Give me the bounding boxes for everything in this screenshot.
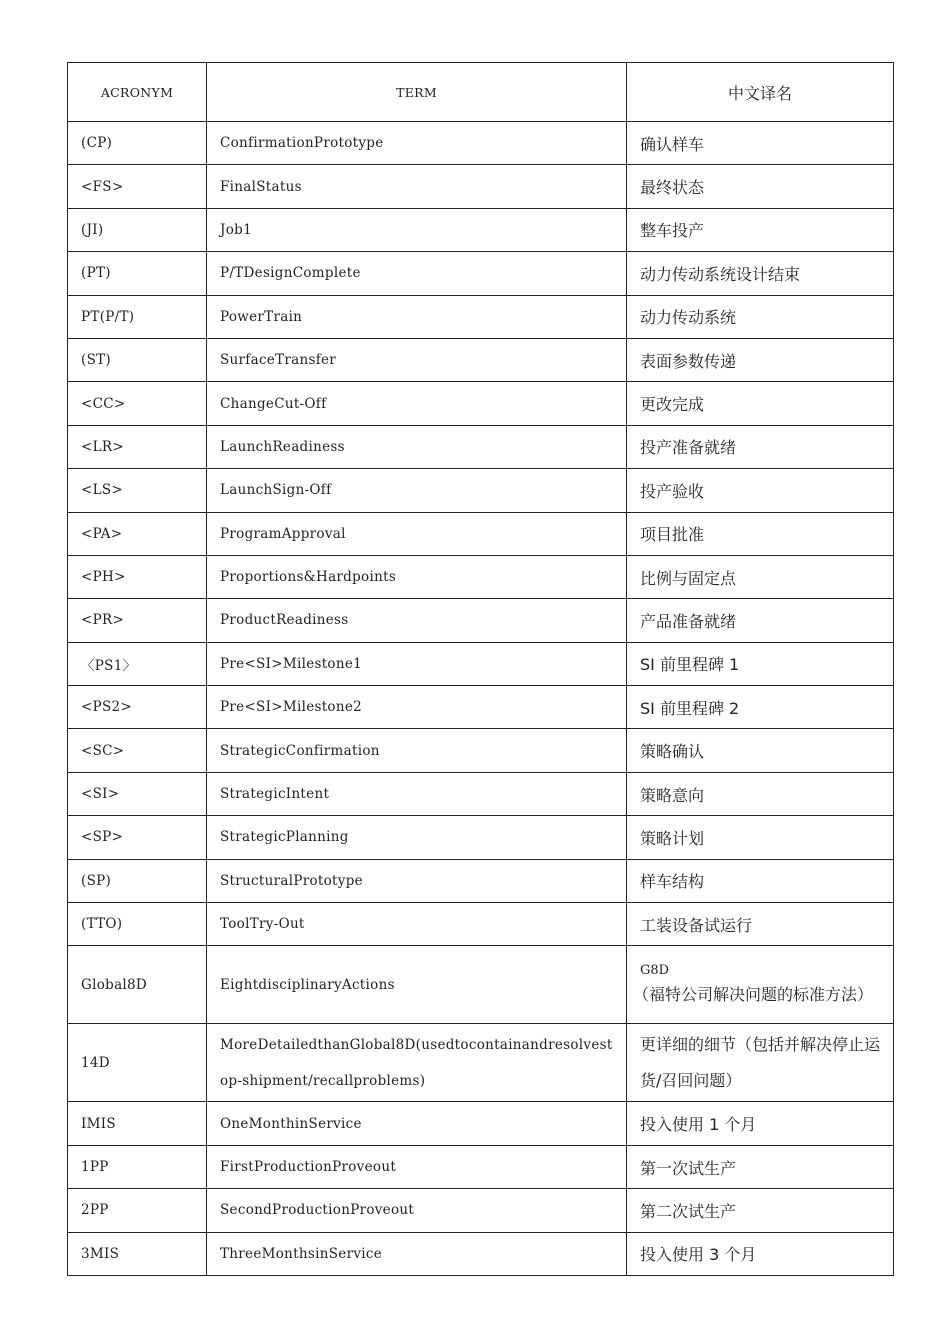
acronym-cell: IMIS [68, 1102, 207, 1145]
chinese-cell: 表面参数传递 [627, 338, 894, 381]
table-row [68, 772, 894, 815]
acronym-cell: <SC> [68, 729, 207, 772]
acronym-cell: 3MIS [68, 1232, 207, 1275]
chinese-cell: 确认样车 [627, 122, 894, 165]
table-row [68, 1232, 894, 1275]
term-cell: OneMonthinService [207, 1102, 627, 1145]
table-row [68, 816, 894, 859]
table-row [68, 599, 894, 642]
table-row [68, 555, 894, 598]
chinese-cell: 最终状态 [627, 165, 894, 208]
table-row [68, 338, 894, 381]
term-cell: ProductReadiness [207, 599, 627, 642]
header-row [68, 63, 894, 122]
acronym-cell: Global8D [68, 946, 207, 1024]
term-cell: ToolTry-Out [207, 903, 627, 946]
header-term: TERM [207, 63, 627, 122]
acronym-cell: <LR> [68, 425, 207, 468]
table-row [68, 252, 894, 295]
chinese-cell: 第二次试生产 [627, 1189, 894, 1232]
term-cell: StrategicConfirmation [207, 729, 627, 772]
chinese-cell: 工装设备试运行 [627, 903, 894, 946]
term-cell: EightdisciplinaryActions [207, 946, 627, 1024]
acronym-cell: 14D [68, 1024, 207, 1102]
chinese-cell: 第一次试生产 [627, 1145, 894, 1188]
chinese-cell: 策略确认 [627, 729, 894, 772]
term-cell: ProgramApproval [207, 512, 627, 555]
chinese-cell: 项目批准 [627, 512, 894, 555]
term-cell: ConfirmationPrototype [207, 122, 627, 165]
term-cell: FinalStatus [207, 165, 627, 208]
chinese-cell: 动力传动系统设计结束 [627, 252, 894, 295]
term-cell: MoreDetailedthanGlobal8D(usedtocontainandresolvestop-shipment/recallproblems) [207, 1024, 627, 1102]
table-row [68, 859, 894, 902]
term-cell: StrategicPlanning [207, 816, 627, 859]
acronym-cell: PT(P/T) [68, 295, 207, 338]
chinese-cell: 投产准备就绪 [627, 425, 894, 468]
acronym-cell: <LS> [68, 469, 207, 512]
acronym-cell: <SP> [68, 816, 207, 859]
term-cell: LaunchReadiness [207, 425, 627, 468]
table-row [68, 686, 894, 729]
table-row [68, 903, 894, 946]
chinese-cell: 动力传动系统 [627, 295, 894, 338]
acronym-cell: 1PP [68, 1145, 207, 1188]
term-cell: Job1 [207, 208, 627, 251]
term-cell: FirstProductionProveout [207, 1145, 627, 1188]
acronym-cell: (PT) [68, 252, 207, 295]
table-row [68, 1145, 894, 1188]
chinese-cell: 样车结构 [627, 859, 894, 902]
table-row [68, 382, 894, 425]
chinese-cell: 投入使用 1 个月 [627, 1102, 894, 1145]
table-row [68, 425, 894, 468]
chinese-cell [627, 946, 894, 1024]
table-row [68, 469, 894, 512]
glossary-table [67, 62, 894, 1276]
table-row [68, 208, 894, 251]
table-row [68, 165, 894, 208]
g8d-abbrev: G8D [640, 963, 670, 979]
term-cell: LaunchSign-Off [207, 469, 627, 512]
term-cell: Pre<SI>Milestone1 [207, 642, 627, 685]
acronym-cell: 〈PS1〉 [68, 642, 207, 685]
term-cell: ChangeCut-Off [207, 382, 627, 425]
table-row [68, 1102, 894, 1145]
table-row-global8d [68, 946, 894, 1024]
table-row [68, 122, 894, 165]
table-row [68, 642, 894, 685]
acronym-cell: <PR> [68, 599, 207, 642]
chinese-cell: SI 前里程碑 1 [627, 642, 894, 685]
table-row [68, 1189, 894, 1232]
acronym-cell: 2PP [68, 1189, 207, 1232]
table-row [68, 729, 894, 772]
chinese-cell: 产品准备就绪 [627, 599, 894, 642]
acronym-cell: (TTO) [68, 903, 207, 946]
acronym-cell: (ST) [68, 338, 207, 381]
term-cell: SurfaceTransfer [207, 338, 627, 381]
term-cell: Pre<SI>Milestone2 [207, 686, 627, 729]
header-acronym: ACRONYM [68, 63, 207, 122]
table-row [68, 512, 894, 555]
chinese-cell: 策略计划 [627, 816, 894, 859]
acronym-cell: <FS> [68, 165, 207, 208]
table-row-14d [68, 1024, 894, 1102]
chinese-cell: 投入使用 3 个月 [627, 1232, 894, 1275]
term-cell: StrategicIntent [207, 772, 627, 815]
acronym-cell: (CP) [68, 122, 207, 165]
term-cell: P/TDesignComplete [207, 252, 627, 295]
chinese-cell: 投产验收 [627, 469, 894, 512]
chinese-cell: 整车投产 [627, 208, 894, 251]
chinese-cell: SI 前里程碑 2 [627, 686, 894, 729]
acronym-cell: <SI> [68, 772, 207, 815]
acronym-cell: <PH> [68, 555, 207, 598]
chinese-cell: 更改完成 [627, 382, 894, 425]
header-chinese: 中文译名 [627, 63, 894, 122]
acronym-cell: <PA> [68, 512, 207, 555]
chinese-cell: 更详细的细节（包括并解决停止运货/召回问题） [627, 1024, 894, 1102]
acronym-cell: <CC> [68, 382, 207, 425]
acronym-cell: (SP) [68, 859, 207, 902]
acronym-cell: (JI) [68, 208, 207, 251]
term-cell: Proportions&Hardpoints [207, 555, 627, 598]
g8d-description: （福特公司解决问题的标准方法） [633, 985, 874, 1005]
table-body [68, 122, 894, 1276]
chinese-cell: 策略意向 [627, 772, 894, 815]
term-cell: ThreeMonthsinService [207, 1232, 627, 1275]
term-cell: StructuralPrototype [207, 859, 627, 902]
acronym-cell: <PS2> [68, 686, 207, 729]
chinese-cell: 比例与固定点 [627, 555, 894, 598]
term-cell: SecondProductionProveout [207, 1189, 627, 1232]
term-cell: PowerTrain [207, 295, 627, 338]
table-row [68, 295, 894, 338]
